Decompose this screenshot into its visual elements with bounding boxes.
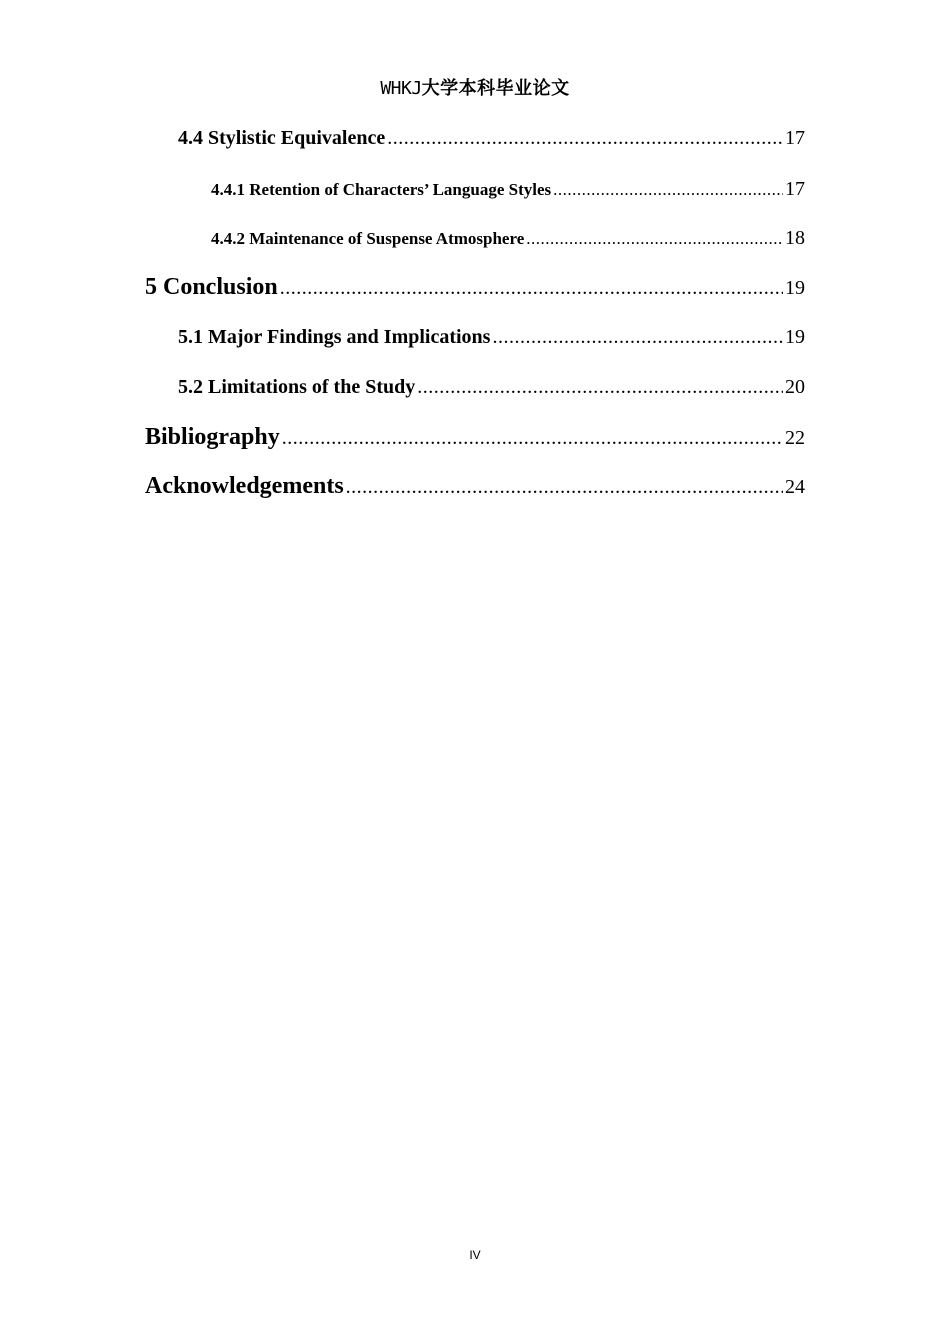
toc-entry-page: 20 xyxy=(785,376,805,398)
toc-leader-dots xyxy=(553,180,783,200)
toc-leader-dots xyxy=(526,229,783,249)
toc-entry-page: 19 xyxy=(785,326,805,348)
toc-entry-4-4-1[interactable] xyxy=(211,178,805,204)
toc-entry-bibliography[interactable] xyxy=(145,424,805,456)
toc-leader-dots xyxy=(417,376,783,399)
toc-entry-page: 17 xyxy=(785,178,805,200)
toc-entry-5[interactable] xyxy=(145,274,805,306)
header-latin-text: WHKJ xyxy=(380,78,422,99)
toc-leader-dots xyxy=(282,427,783,450)
toc-entry-title: Bibliography xyxy=(145,424,280,450)
toc-entry-title: 4.4.2 Maintenance of Suspense Atmosphere xyxy=(211,229,525,248)
toc-entry-page: 17 xyxy=(785,127,805,149)
toc-entry-title: 4.4.1 Retention of Characters’ Language Styles xyxy=(211,180,552,199)
toc-entry-title: 5.2 Limitations of the Study xyxy=(178,376,416,398)
header-cjk-text: 大学本科毕业论文 xyxy=(421,78,570,99)
toc-entry-5-2[interactable] xyxy=(178,376,805,404)
toc-leader-dots xyxy=(387,127,783,150)
toc-leader-dots xyxy=(280,277,783,300)
toc-entry-page: 19 xyxy=(785,277,805,299)
toc-entry-4-4[interactable] xyxy=(178,127,805,155)
toc-entry-5-1[interactable] xyxy=(178,326,805,354)
toc-entry-title: Acknowledgements xyxy=(145,473,344,499)
page-number: IV xyxy=(469,1248,481,1262)
toc-entry-title: 4.4 Stylistic Equivalence xyxy=(178,127,386,149)
toc-leader-dots xyxy=(346,476,783,499)
toc-entry-acknowledgements[interactable] xyxy=(145,473,805,505)
toc-leader-dots xyxy=(492,326,783,349)
toc-entry-page: 24 xyxy=(785,476,805,498)
page-header xyxy=(0,74,950,103)
toc-entry-4-4-2[interactable] xyxy=(211,227,805,253)
toc-entry-page: 22 xyxy=(785,427,805,449)
toc-entry-page: 18 xyxy=(785,227,805,249)
toc-entry-title: 5.1 Major Findings and Implications xyxy=(178,326,491,348)
toc-entry-title: 5 Conclusion xyxy=(145,274,278,300)
